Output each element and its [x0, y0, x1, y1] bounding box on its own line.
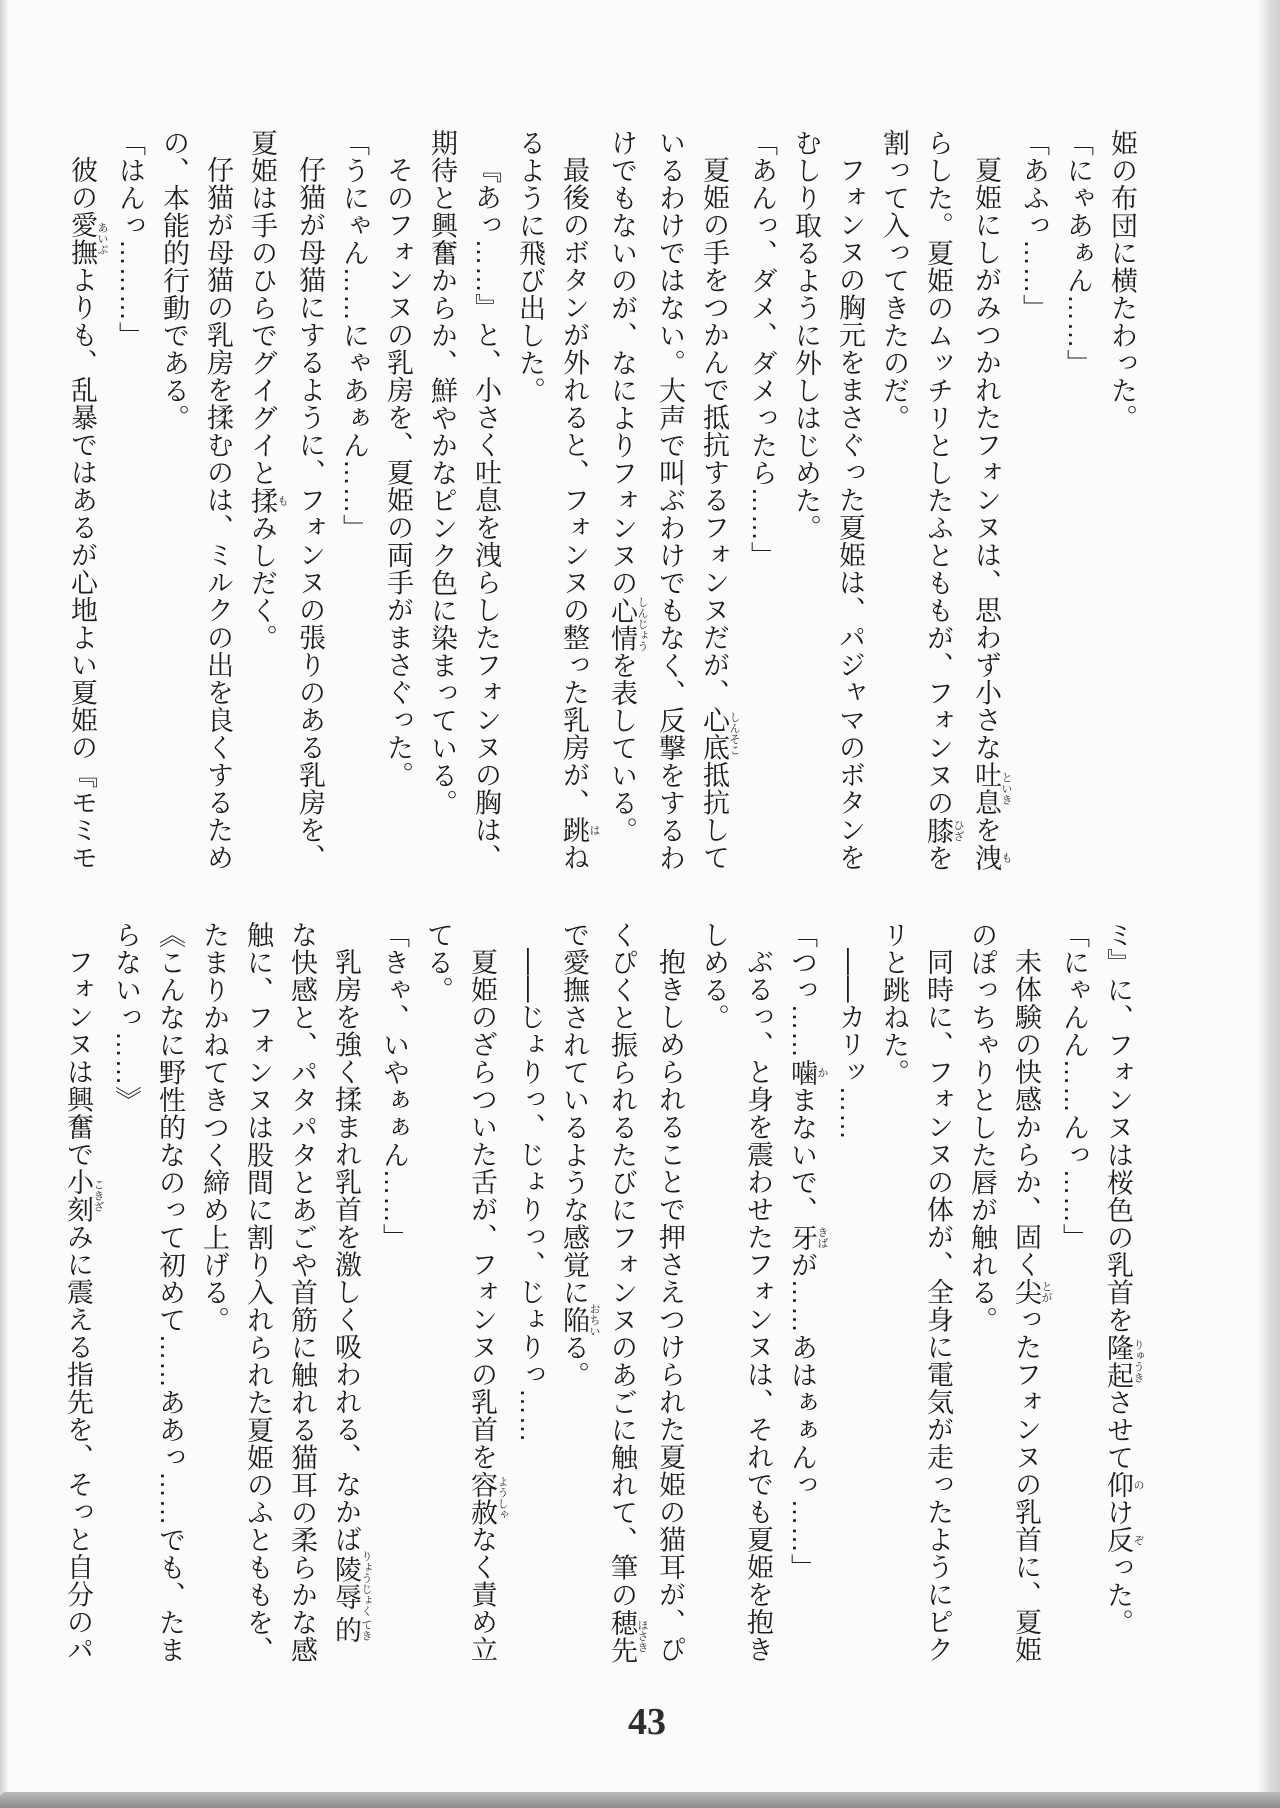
furigana: 反 ぞ: [1103, 1526, 1144, 1554]
furigana: 牙 きば: [787, 1223, 828, 1251]
text-column: 「あんっ、ダメ、ダメったら……」: [747, 129, 777, 569]
furigana: 陥 おちい: [559, 1303, 600, 1337]
furigana: 揉 も: [247, 486, 288, 514]
text-block-top: [60, 129, 1144, 919]
text-column: で愛撫されているような感覚に陥 おちいる。: [559, 921, 600, 1389]
text-column: 抱きしめられることで押さえつけられた夏姫の猫耳が、ぴ: [655, 948, 685, 1663]
furigana: 穂先 ほさき: [607, 1608, 648, 1664]
text-column: ミ』に、フォンヌは桜色の乳首を隆起 りゅうきさせて仰 のけ反 ぞった。: [1103, 921, 1144, 1636]
text-column: 「つっ……噛 かまないで、牙 きばが……あはぁぁんっ……」: [787, 921, 828, 1581]
text-column: らないっ……》: [111, 921, 141, 1114]
text-column: のぽっちゃりとした唇が触れる。: [967, 921, 997, 1334]
text-column: けでもないのが、なによりフォンヌの心情 しんじょうを表している。: [607, 129, 648, 844]
text-column: フォンヌの胸元をまさぐった夏姫は、パジャマのボタンを: [835, 156, 865, 871]
furigana: 隆起 りゅうき: [1103, 1333, 1144, 1389]
text-column: 同時に、フォンヌの体が、全身に電気が走ったようにピク: [923, 948, 953, 1663]
text-column: ――カリッ……: [835, 948, 865, 1141]
text-column: らした。夏姫のムッチリとしたふとももが、フォンヌの膝 ひざを: [923, 129, 964, 872]
text-column: くぴくと振られるたびにフォンヌのあごに触れて、筆の穂先 ほさき: [607, 921, 648, 1664]
furigana: 小刻 こきざ: [63, 1168, 104, 1223]
text-column: ――じょりっ、じょりっ、じょりっ……: [515, 948, 545, 1443]
text-column: てる。: [423, 921, 453, 1004]
page-number: 43: [628, 1701, 666, 1743]
text-column: 「うにゃん……にゃあぁん……」: [339, 129, 369, 542]
page-edge-bottom: [0, 1792, 1280, 1808]
furigana: 心底 しんそこ: [699, 706, 740, 761]
text-column: 夏姫のざらついた舌が、フォンヌの乳首を容赦 ようしゃなく責め立: [467, 948, 508, 1663]
furigana: 噛 か: [787, 1058, 828, 1086]
text-column: 「にゃんん……んっ……」: [1059, 921, 1089, 1251]
text-column: 割って入ってきたのだ。: [879, 129, 909, 432]
text-column: 夏姫の手をつかんで抵抗するフォンヌだが、心底 しんそこ抵抗して: [699, 156, 740, 871]
furigana: 心情 しんじょう: [607, 596, 648, 652]
text-column: リと跳ねた。: [879, 921, 909, 1086]
page-edge-right: [1258, 0, 1280, 1808]
text-column: たまりかねてきつく締め上げる。: [199, 921, 229, 1334]
text-column: いるわけではない。大声で叫ぶわけでもなく、反撃をするわ: [655, 129, 685, 872]
text-column: 《こんなに野性的なのって初めて……ああっ……でも、たま: [155, 921, 185, 1664]
text-column: 『あっ……』と、小さく吐息を洩らしたフォンヌの胸は、: [471, 156, 501, 871]
text-column: むしり取るように外しはじめた。: [791, 129, 821, 542]
furigana: 跳 は: [559, 816, 600, 844]
text-column: 彼の愛撫 あいぶよりも、乱暴ではあるが心地よい夏姫の『モミモ: [67, 156, 108, 871]
text-column: しめる。: [699, 921, 729, 1031]
text-column: 「きゃ、いやぁぁん……」: [379, 921, 409, 1251]
furigana: 膝 ひざ: [923, 816, 964, 844]
text-column: 「はんっ………」: [115, 129, 145, 349]
text-column: 姫の布団に横たわった。: [1107, 129, 1137, 432]
furigana: 容赦 ようしゃ: [467, 1470, 508, 1526]
text-column: 触に、フォンヌは股間に割り入れられた夏姫のふとももを、: [243, 921, 273, 1664]
text-column: るように飛び出した。: [515, 129, 545, 404]
text-column: ぶるっ、と身を震わせたフォンヌは、それでも夏姫を抱き: [743, 948, 773, 1663]
furigana: 的 てき: [331, 1616, 372, 1644]
text-column: 未体験の快感からか、固く尖 とがったフォンヌの乳首に、夏姫: [1011, 948, 1052, 1663]
furigana: 仰 の: [1103, 1471, 1144, 1499]
text-column: 夏姫にしがみつかれたフォンヌは、思わず小さな吐息 といきを洩 も: [971, 156, 1012, 871]
text-column: 「にゃあぁん……」: [1063, 129, 1093, 377]
page-edge-left: [0, 0, 9, 1808]
text-column: フォンヌは興奮で小刻 こきざみに震える指先を、そっと自分のパ: [63, 948, 104, 1663]
text-column: そのフォンヌの乳房を、夏姫の両手がまさぐった。: [383, 156, 413, 789]
furigana: 陵辱 りょうじょく: [331, 1550, 372, 1617]
text-column: な快感と、パタパタとあごや首筋に触れる猫耳の柔らかな感: [287, 921, 317, 1664]
text-column: 仔猫が母猫にするように、フォンヌの張りのある乳房を、: [295, 156, 325, 871]
furigana: 吐息 といき: [971, 761, 1012, 816]
text-column: 最後のボタンが外れると、フォンヌの整った乳房が、跳 はね: [559, 156, 600, 871]
furigana: 洩 も: [971, 843, 1012, 871]
text-column: 夏姫は手のひらでグイグイと揉 もみしだく。: [247, 129, 288, 652]
text-column: 乳房を強く揉まれ乳首を激しく吸われる、なかば陵辱 りょうじょく的 てき: [331, 948, 372, 1644]
furigana: 尖 とが: [1011, 1278, 1052, 1306]
text-column: 仔猫が母猫の乳房を揉むのは、ミルクの出を良くするため: [203, 156, 233, 871]
text-column: 「あふっ……」: [1019, 129, 1049, 322]
text-block-bottom: [56, 921, 1144, 1711]
text-column: の、本能的行動である。: [159, 129, 189, 432]
text-column: 期待と興奮からか、鮮やかなピンク色に染まっている。: [427, 129, 457, 817]
furigana: 愛撫 あいぶ: [67, 211, 108, 266]
